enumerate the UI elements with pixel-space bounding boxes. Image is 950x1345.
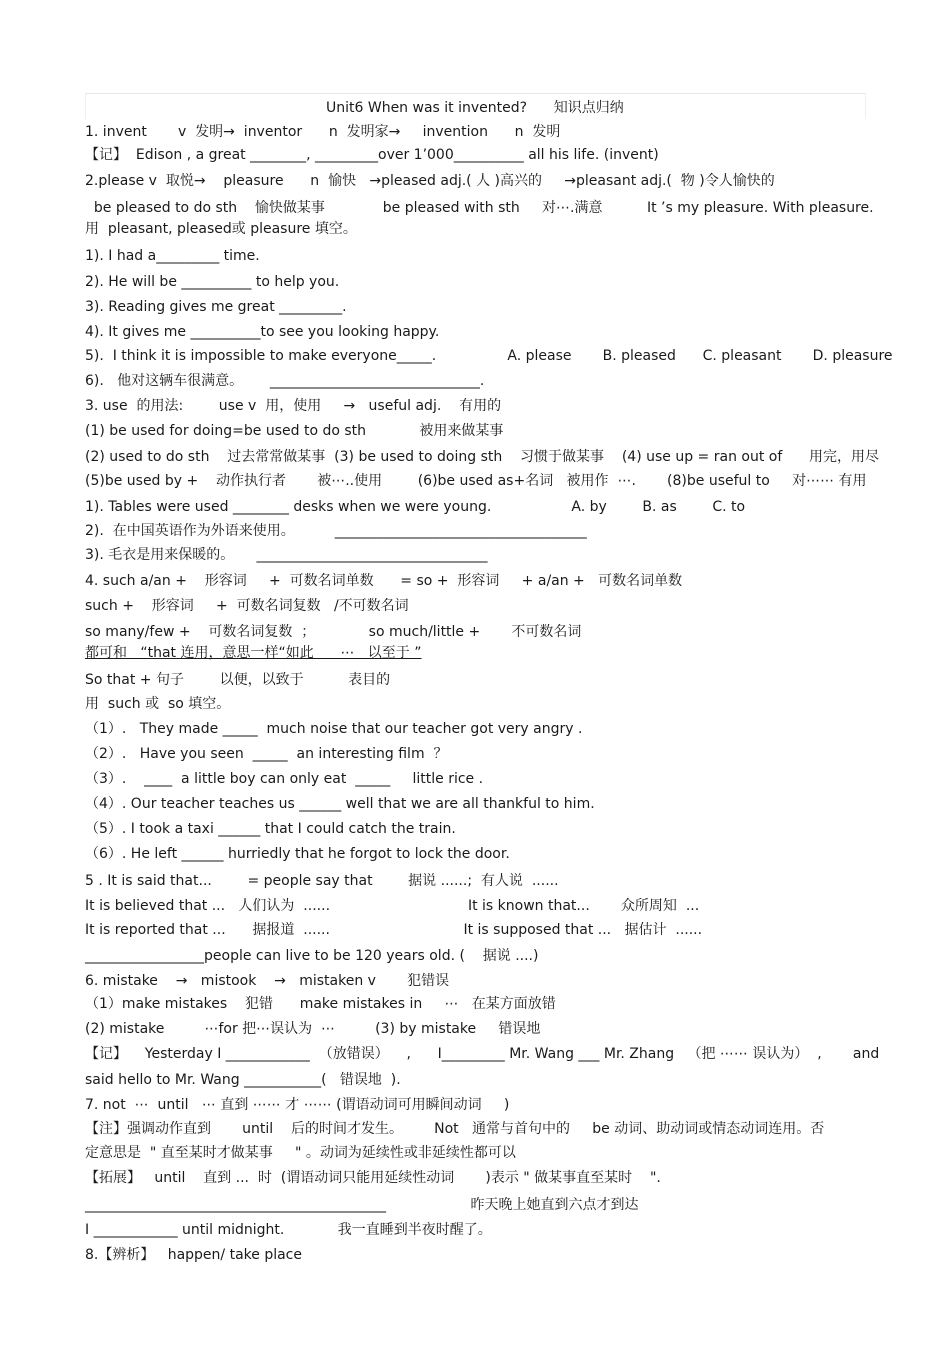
text-line: ___________________________________________ 昨天晚上她直到六点才到达 <box>85 1197 639 1213</box>
text-line: (1) be used for doing=be used to do sth 被用来做某事 <box>85 423 504 439</box>
page-title: Unit6 When was it invented? 知识点归纳 <box>326 100 624 116</box>
text-line: 3). Reading gives me great _________. <box>85 299 347 315</box>
text-line: 2). He will be __________ to help you. <box>85 274 340 290</box>
text-line: I ____________ until midnight. 我一直睡到半夜时醒了。 <box>85 1222 492 1238</box>
text-line: 【记】 Edison , a great ________, _________over 1’000__________ all his life. (invent) <box>85 147 659 163</box>
text-line: （1）make mistakes 犯错 make mistakes in ⋯ 在某方面放错 <box>85 996 556 1012</box>
text-line: 用 pleasant, pleased或 pleasure 填空。 <box>85 221 357 237</box>
text-line: 2.please v 取悦→ pleasure n 愉快 →pleased adj.( 人 )高兴的 →pleasant adj.( 物 )令人愉快的 <box>85 173 775 189</box>
text-line: (5)be used by + 动作执行者 被⋯..使用 (6)be used as+名词 被用作 ⋯. (8)be useful to 对⋯⋯ 有用 <box>85 473 867 489</box>
text-line: 1). I had a_________ time. <box>85 248 260 264</box>
text-line: （5）. I took a taxi ______ that I could catch the train. <box>85 821 456 837</box>
text-line: (2) used to do sth 过去常常做某事 (3) be used to doing sth 习惯于做某事 (4) use up = ran out of 用完，用尽 <box>85 449 879 465</box>
text-line: 6). 他对这辆车很满意。 ______________________________. <box>85 373 485 389</box>
text-line: 3). 毛衣是用来保暖的。 _________________________________ <box>85 547 488 563</box>
text-line: 3. use 的用法: use v 用，使用 → useful adj. 有用的 <box>85 398 502 414</box>
text-line: 5). I think it is impossible to make everyone_____. A. please B. pleased C. pleasant D. pleasure <box>85 348 893 364</box>
text-line: 都可和 “that 连用，意思一样“如此 ⋯ 以至于 ” <box>85 645 422 661</box>
text-line: 用 such 或 so 填空。 <box>85 696 231 712</box>
text-line: 【拓展】 until 直到 ... 时 (谓语动词只能用延续性动词 )表示 " 做某事直至某时 ". <box>85 1170 661 1186</box>
text-line: (2) mistake ⋯for 把⋯误认为 ⋯ (3) by mistake 错误地 <box>85 1021 541 1037</box>
text-line: （1）. They made _____ much noise that our teacher got very angry . <box>85 721 583 737</box>
text-line: 1. invent v 发明→ inventor n 发明家→ invention n 发明 <box>85 124 561 140</box>
text-line: 4. such a/an + 形容词 + 可数名词单数 = so + 形容词 + a/an + 可数名词单数 <box>85 573 683 589</box>
text-line: （4）. Our teacher teaches us ______ well that we are all thankful to him. <box>85 796 595 812</box>
text-line: 【注】强调动作直到 until 后的时间才发生。 Not 通常与首句中的 be 动词、助动词或情态动词连用。否 <box>85 1121 825 1137</box>
text-line: _________________people can live to be 120 years old. ( 据说 ....) <box>85 948 539 964</box>
text-line: 6. mistake → mistook → mistaken v 犯错误 <box>85 973 450 989</box>
text-line: 5 . It is said that... = people say that 据说 ......; 有人说 ...... <box>85 873 559 889</box>
text-line: such + 形容词 + 可数名词复数 /不可数名词 <box>85 598 409 614</box>
text-line: 8.【辨析】 happen/ take place <box>85 1247 302 1263</box>
text-line: be pleased to do sth 愉快做某事 be pleased with sth 对⋯.满意 It ’s my pleasure. With pleasure. <box>85 200 874 216</box>
text-line: So that + 句子 以便，以致于 表目的 <box>85 672 391 688</box>
text-line: （2）. Have you seen _____ an interesting film ？ <box>85 746 448 762</box>
text-line: It is reported that ... 据报道 ...... It is supposed that ... 据估计 ...... <box>85 922 703 938</box>
text-line: It is believed that ... 人们认为 ...... It is known that... 众所周知 ... <box>85 898 700 914</box>
text-line: 7. not ⋯ until ⋯ 直到 ⋯⋯ 才 ⋯⋯ (谓语动词可用瞬间动词 ) <box>85 1097 510 1113</box>
text-line: 定意思是 " 直至某时才做某事 " 。动词为延续性或非延续性都可以 <box>85 1145 516 1161</box>
text-line: 1). Tables were used ________ desks when we were young. A. by B. as C. to <box>85 499 746 515</box>
text-line: so many/few + 可数名词复数 ； so much/little + 不可数名词 <box>85 624 582 640</box>
text-line: （3）. ____ a little boy can only eat _____ little rice . <box>85 771 484 787</box>
text-line: 4). It gives me __________to see you looking happy. <box>85 324 440 340</box>
text-line: said hello to Mr. Wang ___________( 错误地 ). <box>85 1072 401 1088</box>
text-line: （6）. He left ______ hurriedly that he forgot to lock the door. <box>85 846 510 862</box>
text-line: 【记】 Yesterday I ____________ （放错误） , I_________ Mr. Wang ___ Mr. Zhang （把 ⋯⋯ 误认为） , and <box>85 1046 880 1062</box>
text-line: 2). 在中国英语作为外语来使用。 ____________________________________ <box>85 523 587 539</box>
